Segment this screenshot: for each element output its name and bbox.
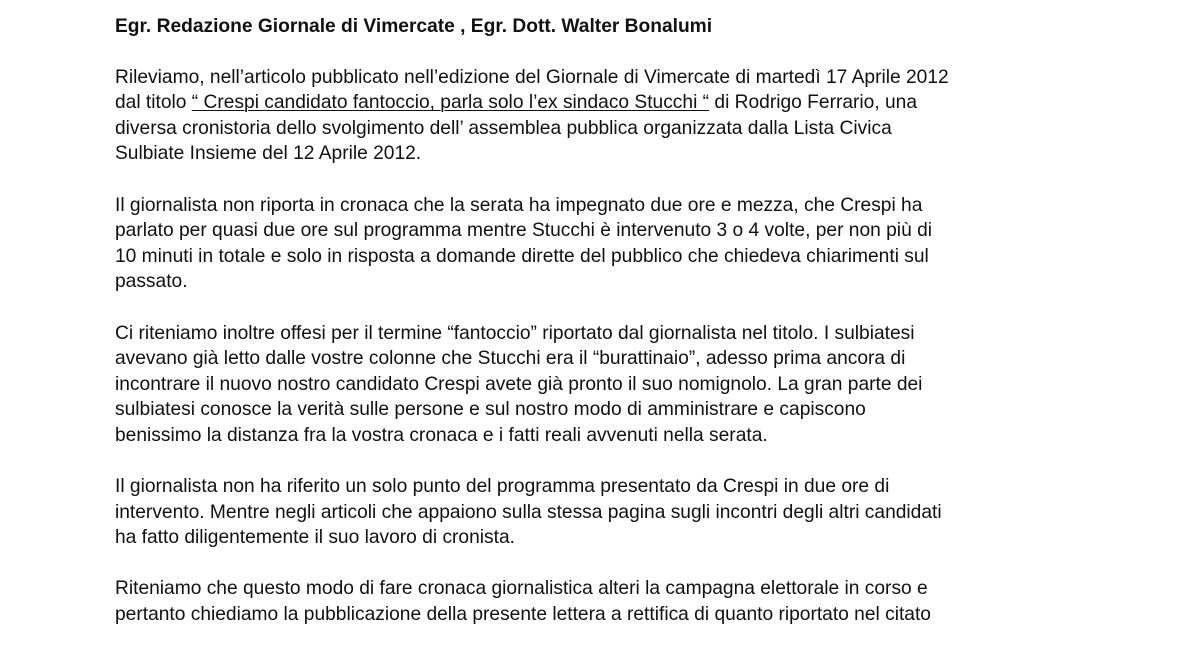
paragraph-3-line: sulbiatesi conosce la verità sulle persone e sul nostro modo di amministrare e capiscono	[115, 399, 866, 421]
paragraph-4-line: intervento. Mentre negli articoli che appaiono sulla stessa pagina sugli incontri degli altri candidati	[115, 501, 942, 523]
paragraph-3-line: benissimo la distanza fra la vostra cronaca e i fatti reali avvenuti nella serata.	[115, 424, 768, 446]
title-intro-text: dal titolo	[115, 92, 192, 114]
paragraph-4-line: ha fatto diligentemente il suo lavoro di cronista.	[115, 527, 515, 549]
paragraph-5-line: Riteniamo che questo modo di fare cronaca giornalistica alteri la campagna elettorale in corso e	[115, 578, 928, 600]
paragraph-3-line: avevano già letto dalle vostre colonne che Stucchi era il “burattinaio”, adesso prima ancora di	[115, 348, 906, 370]
paragraph-2	[115, 193, 1115, 295]
paragraph-1-line-2	[115, 90, 1115, 116]
author-text: di Rodrigo Ferrario, una	[709, 92, 918, 114]
article-title-quote: “ Crespi candidato fantoccio, parla solo l’ex sindaco Stucchi “	[191, 92, 710, 114]
paragraph-1-line-4: Sulbiate Insieme del 12 Aprile 2012.	[115, 143, 422, 165]
paragraph-5-line: pertanto chiediamo la pubblicazione della presente lettera a rettifica di quanto riportato nel citato	[115, 604, 931, 626]
paragraph-2-line: parlato per quasi due ore sul programma mentre Stucchi è intervenuto 3 o 4 volte, per non più di	[115, 220, 933, 242]
paragraph-4-line: Il giornalista non ha riferito un solo punto del programma presentato da Crespi in due ore di	[115, 476, 890, 498]
paragraph-1	[115, 65, 1115, 167]
paragraph-3	[115, 321, 1115, 449]
paragraph-1-line-1: Rileviamo, nell’articolo pubblicato nell’edizione del Giornale di Vimercate di martedì 17 Aprile 2012	[115, 66, 949, 88]
paragraph-1-line-3: diversa cronistoria dello svolgimento dell’ assemblea pubblica organizzata dalla Lista Civica	[115, 117, 892, 139]
letter-heading: Egr. Redazione Giornale di Vimercate , Egr. Dott. Walter Bonalumi	[115, 16, 713, 37]
paragraph-2-line: Il giornalista non riporta in cronaca che la serata ha impegnato due ore e mezza, che Crespi ha	[115, 194, 923, 216]
paragraph-3-line: incontrare il nuovo nostro candidato Crespi avete già pronto il suo nomignolo. La gran parte dei	[115, 373, 923, 395]
paragraph-3-line: Ci riteniamo inoltre offesi per il termine “fantoccio” riportato dal giornalista nel titolo. I sulbiatesi	[115, 322, 915, 344]
paragraph-5	[115, 576, 1115, 627]
letter-page	[115, 14, 1115, 653]
paragraph-4	[115, 474, 1115, 551]
paragraph-2-line: passato.	[115, 271, 188, 293]
paragraph-2-line: 10 minuti in totale e solo in risposta a domande dirette del pubblico che chiedeva chiarimenti sul	[115, 245, 929, 267]
